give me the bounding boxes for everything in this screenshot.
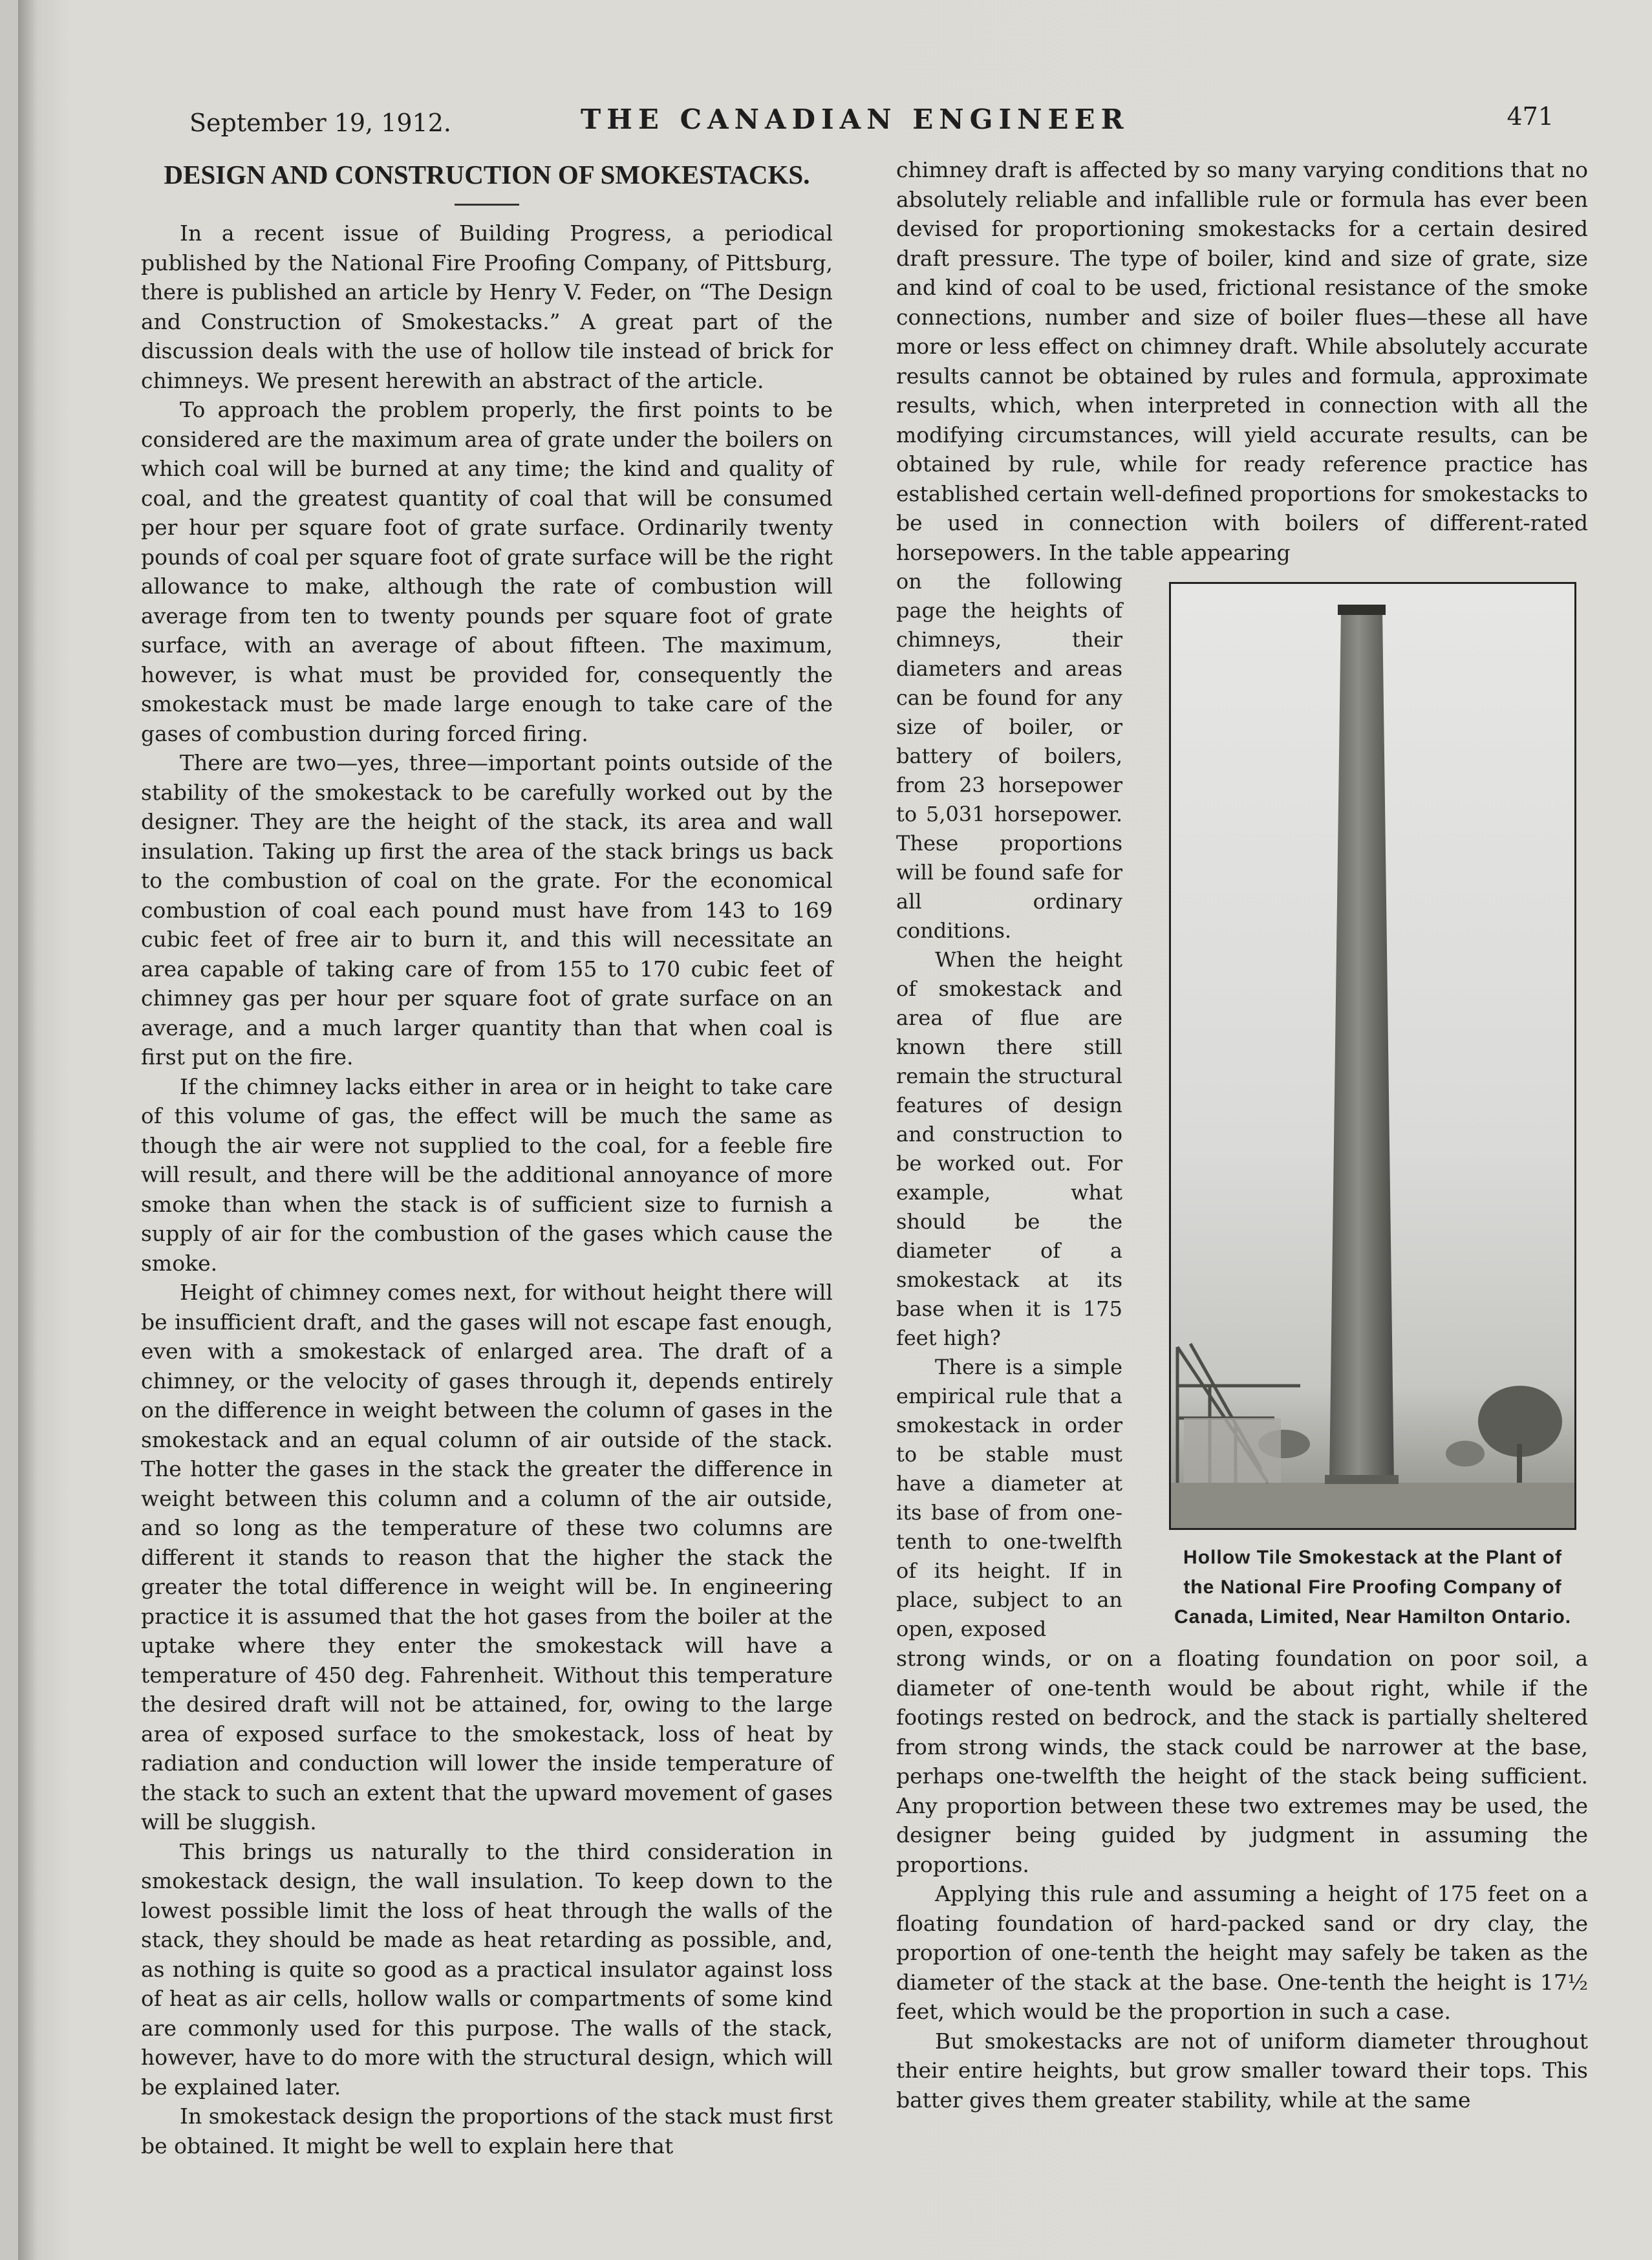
running-header	[189, 97, 1554, 149]
smokestack-figure	[1169, 582, 1576, 1632]
tree	[1446, 1441, 1485, 1467]
article-title: DESIGN AND CONSTRUCTION OF SMOKESTACKS.	[164, 160, 810, 189]
journal-title: THE CANADIAN ENGINEER	[581, 103, 1130, 135]
page-number: 471	[1507, 102, 1554, 131]
paragraph: This brings us naturally to the third consideration in smokestack design, the wall insulation. To keep down to the lowest possible limit the loss of heat through the walls of the stack, they should be made as heat retarding as possible, and, as nothing is quite so good as a practical insulator against loss of heat as air cells, hollow walls or compartments of some kind are commonly used for this purpose. The walls of the stack, however, have to do more with the structural design, which will be explained later.	[141, 1838, 833, 2100]
paragraph: In smokestack design the proportions of the stack must first be obtained. It might be well to explain here that	[141, 2104, 833, 2158]
stack-cap	[1338, 605, 1386, 615]
paragraph: There is a simple empirical rule that a smokestack in order to be stable must have a diameter at its base of from one-tenth to one-twelfth of its height. If in place, subject to an open, exposed	[896, 1355, 1122, 1641]
paragraph: When the height of smokestack and area of flue are known there still remain the structural features of design and construction to be worked out. For example, what should be the diameter of a smokestack at its base when it is 175 feet high?	[896, 947, 1122, 1350]
title-rule	[455, 204, 519, 206]
paragraph: Applying this rule and assuming a height of 175 feet on a floating foundation of hard-packed sand or dry clay, the proportion of one-tenth the height may safely be taken as the diameter of the stack at the base. One-tenth the height is 17½ feet, which would be the proportion in such a case.	[896, 1881, 1588, 2024]
smokestack-illustration	[1171, 584, 1574, 1528]
stack-base	[1325, 1475, 1399, 1484]
smokestack	[1329, 610, 1394, 1483]
paragraph: If the chimney lacks either in area or in height to take care of this volume of gas, the effect will be much the same as though the air were not supplied to the coal, for a feeble fire will result, and there will be the additional annoyance of more smoke than when the stack is of sufficient size to furnish a supply of air for the combustion of the gases which cause the smoke.	[141, 1073, 833, 1276]
paragraph: Height of chimney comes next, for without height there will be insufficient draft, and the gases will not escape fast enough, even with a smokestack of enlarged area. The draft of a chimney, or the velocity of gases through it, depends entirely on the difference in weight between the column of gases in the smokestack and an equal column of air outside of the stack. The hotter the gases in the stack the greater the difference in weight between this column and a column of the air outside, and so long as the temperature of these two columns are different it stands to reason that the higher the stack the greater the total difference in weight will be. In engineering practice it is assumed that the hot gases from the boiler at the uptake where they enter the smokestack will have a temperature of 450 deg. Fahrenheit. Without this temperature the desired draft will not be attained, for, owing to the large area of exposed surface to the smokestack, loss of heat by radiation and conduction will lower the inside temperature of the stack to such an extent that the upward movement of gases will be sluggish.	[141, 1280, 833, 1835]
left-column	[141, 155, 833, 2160]
paragraph: In a recent issue of Building Progress, a periodical published by the National Fire Proofing Company, of Pittsburg, there is published an article by Henry V. Feder, on “The Design and Construction of Smokestacks.” A great part of the discussion deals with the use of hollow tile instead of brick for chimneys. We present herewith an abstract of the article.	[141, 221, 833, 393]
narrow-text-beside-figure	[896, 567, 1122, 1644]
issue-date: September 19, 1912.	[189, 109, 451, 137]
page	[18, 0, 1652, 2260]
paragraph: To approach the problem properly, the first points to be considered are the maximum area of grate under the boilers on which coal will be burned at any time; the kind and quality of coal, and the greatest quantity of coal that will be consumed per hour per square foot of grate surface. Ordinarily twenty pounds of coal per square foot of grate surface will be the right allowance to make, although the rate of combustion will average from ten to twenty pounds per square foot of grate surface, with an average of about fifteen. The maximum, however, is what must be provided for, consequently the smokestack must be made large enough to take care of the gases of combustion during forced firing.	[141, 397, 833, 746]
shed	[1184, 1418, 1281, 1483]
paragraph: There are two—yes, three—important points outside of the stability of the smokestack to be carefully worked out by the designer. They are the height of the stack, its area and wall insulation. Taking up first the area of the stack brings us back to the combustion of coal on the grate. For the economical combustion of coal each pound must have from 143 to 169 cubic feet of free air to burn it, and this will necessitate an area capable of taking care of from 155 to 170 cubic feet of chimney gas per hour per square foot of grate surface on an average, and a much larger quantity than that when coal is first put on the fire.	[141, 750, 833, 1070]
paragraph-continued: strong winds, or on a floating foundation on poor soil, a diameter of one-tenth would be about right, while if the footings rested on bedrock, and the stack is partially sheltered from strong winds, the stack could be narrower at the base, perhaps one-twelfth the height of the stack being sufficient. Any proportion between these two extremes may be used, the designer being guided by judgment in assuming the proportions.	[896, 1646, 1588, 1877]
tree-trunk	[1517, 1444, 1522, 1483]
paragraph: But smokestacks are not of uniform diameter throughout their entire heights, but grow smaller toward their tops. This batter gives them greater stability, while at the same	[896, 2028, 1588, 2113]
paragraph: on the following page the heights of chimneys, their diameters and areas can be found for any size of boiler, or battery of boilers, from 23 horsepower to 5,031 horsepower. These proportions will be found safe for all ordinary conditions.	[896, 569, 1122, 943]
smokestack-photo	[1169, 582, 1576, 1530]
figure-caption: Hollow Tile Smokestack at the Plant of the National Fire Proofing Company of Canada, Limited, Near Hamilton Ontario.	[1174, 1547, 1572, 1628]
ground	[1171, 1483, 1574, 1528]
paragraph-continued: chimney draft is affected by so many varying conditions that no absolutely reliable and infallible rule or formula has ever been devised for proportioning smokestacks for a certain desired draft pressure. The type of boiler, kind and size of grate, size and kind of coal to be used, frictional resistance of the smoke connections, number and size of boiler flues—these all have more or less effect on chimney draft. While absolutely accurate results cannot be obtained by rules and formula, approximate results, which, when interpreted in connection with all the modifying circumstances, will yield accurate results, can be obtained by rule, while for ready reference practice has established certain well-defined proportions for smokestacks to be used in connection with boilers of different-rated horsepowers. In the table appearing	[896, 157, 1588, 565]
